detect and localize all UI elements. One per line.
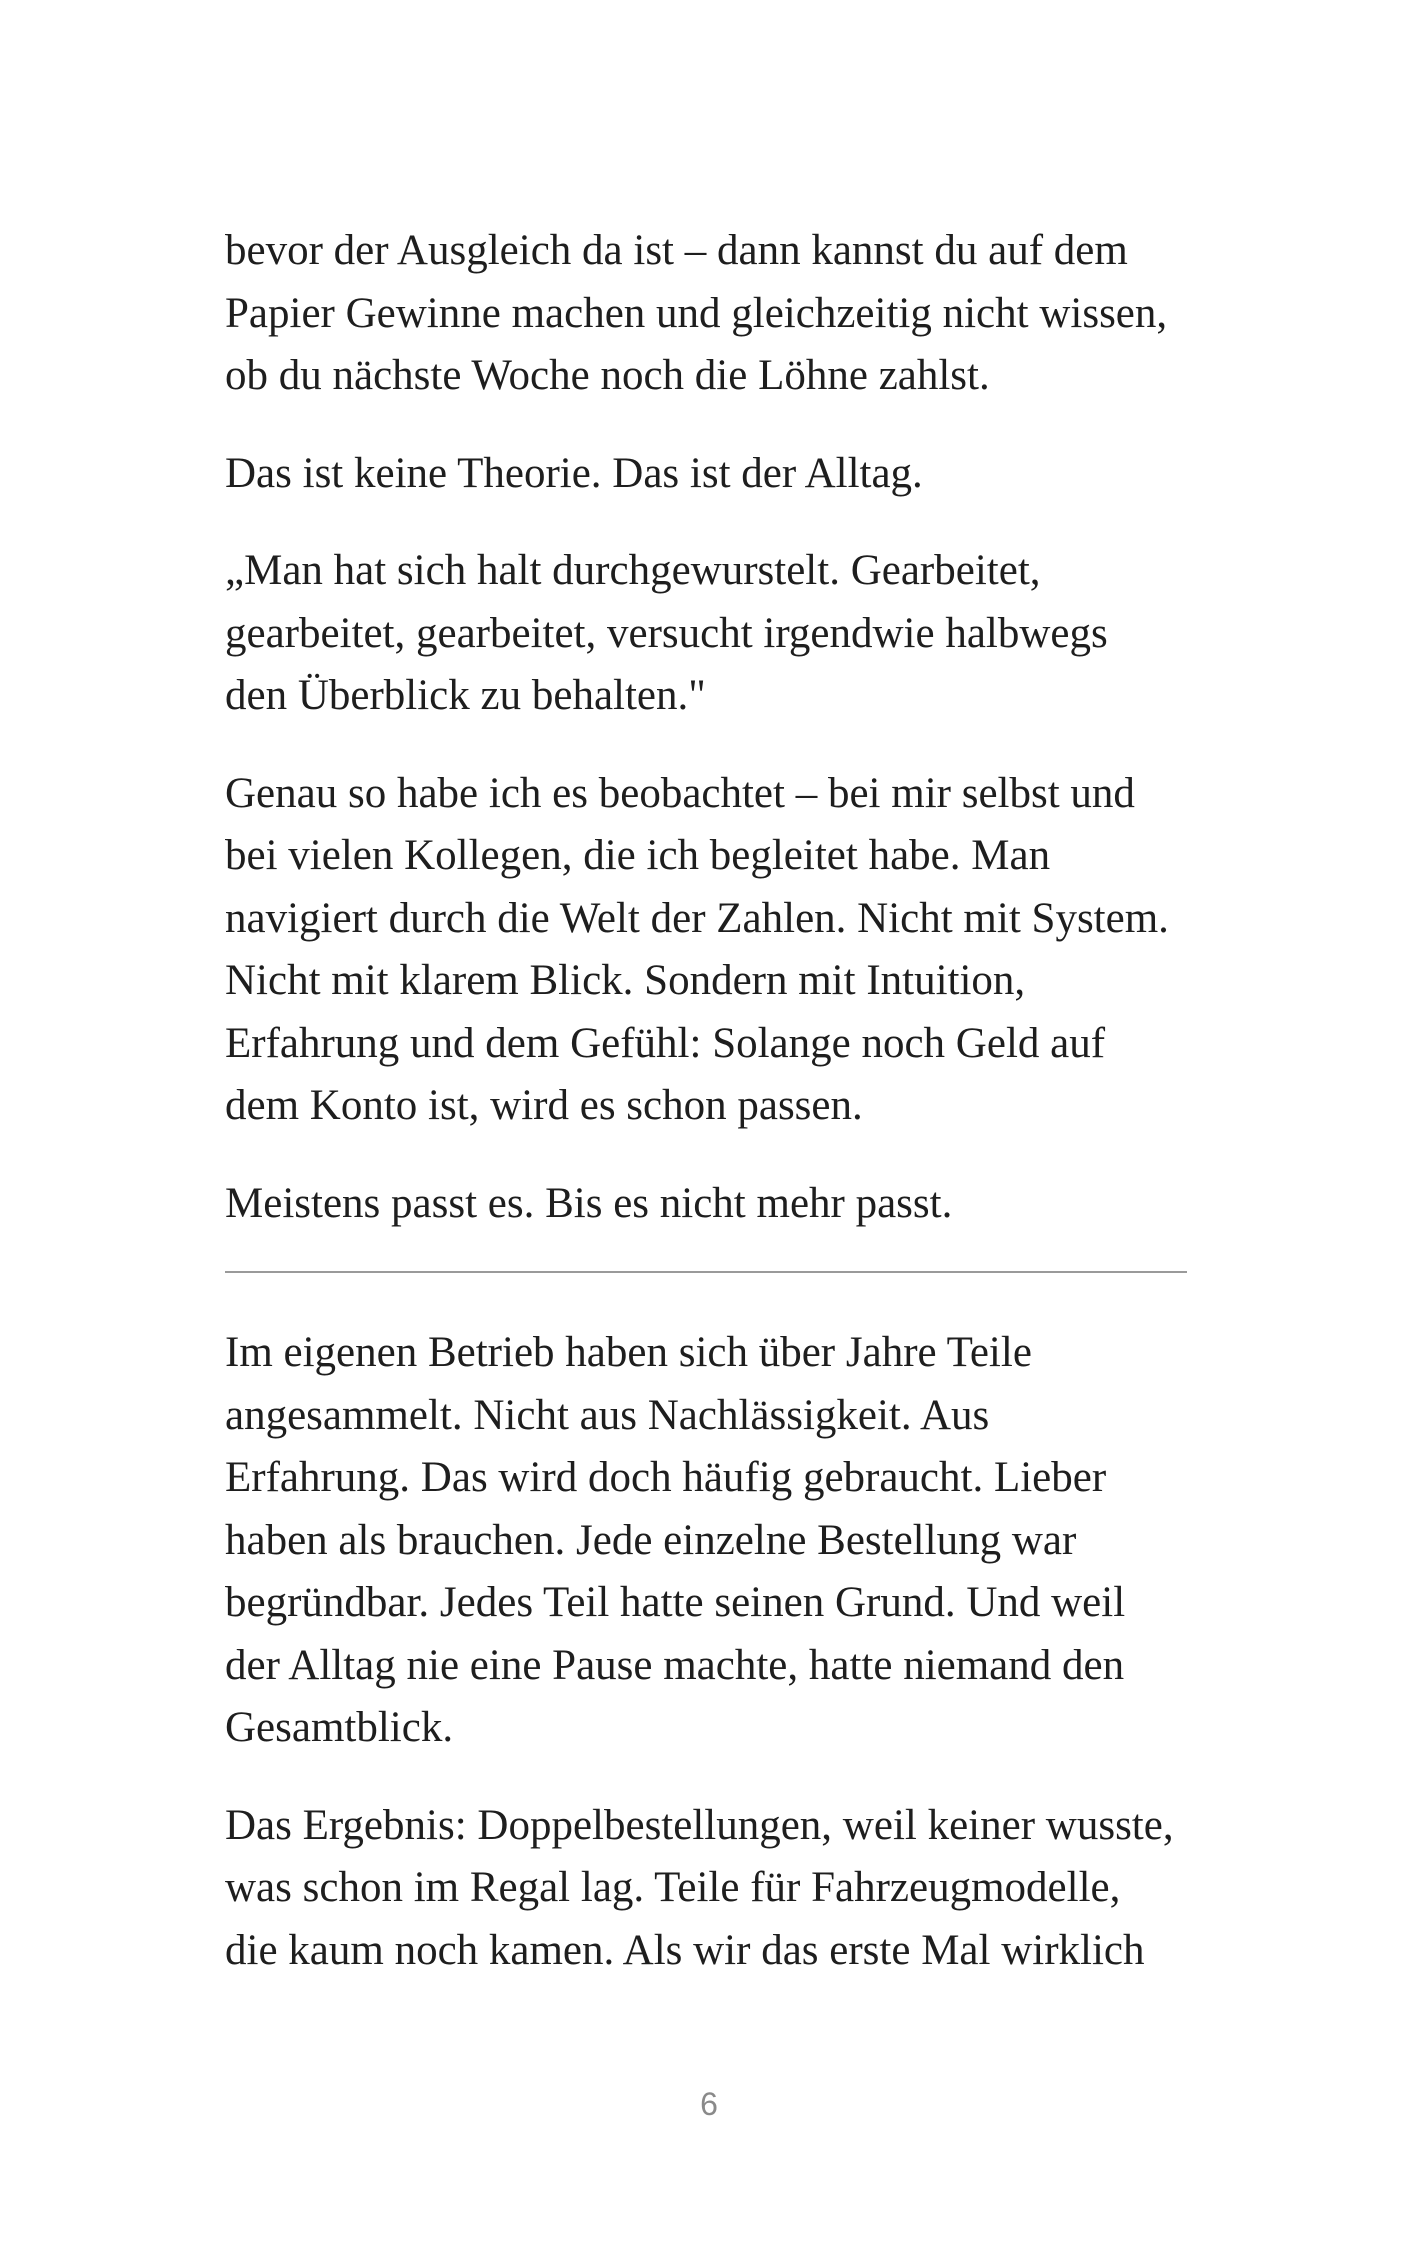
paragraph: Genau so habe ich es beobachtet – bei mir selbst und bei vielen Kollegen, die ich begleitet habe. Man navigiert durch die Welt der Zahlen. Nicht mit System. Nicht mit klarem Blick. Sondern mit Intuition, Erfahrung und dem Gefühl: Solange noch Geld auf dem Konto ist, wird es schon passen. <box>225 769 1169 1129</box>
page-number: 6 <box>700 2086 718 2122</box>
page-body <box>225 220 1187 2017</box>
paragraph: Meistens passt es. Bis es nicht mehr passt. <box>225 1179 953 1227</box>
section-divider <box>225 1271 1187 1273</box>
paragraph: Im eigenen Betrieb haben sich über Jahre Teile angesammelt. Nicht aus Nachlässigkeit. Aus Erfahrung. Das wird doch häufig gebraucht. Lieber haben als brauchen. Jede einzelne Bestellung war begründbar. Jedes Teil hatte seinen Grund. Und weil der Alltag nie eine Pause machte, hatte niemand den Gesamtblick. <box>225 1329 1126 1751</box>
quote-paragraph: „Man hat sich halt durchgewurstelt. Gearbeitet, gearbeitet, gearbeitet, versucht irgendwie halbwegs den Überblick zu behalten." <box>225 547 1108 719</box>
paragraph: Das ist keine Theorie. Das ist der Alltag. <box>225 449 923 497</box>
paragraph: Das Ergebnis: Doppelbestellungen, weil keiner wusste, was schon im Regal lag. Teile für Fahrzeugmodelle, die kaum noch kamen. Als wir das erste Mal wirklich <box>225 1801 1174 1974</box>
paragraph: bevor der Ausgleich da ist – dann kannst du auf dem Papier Gewinne machen und gleichzeitig nicht wissen, ob du nächste Woche noch die Löhne zahlst. <box>225 227 1168 399</box>
